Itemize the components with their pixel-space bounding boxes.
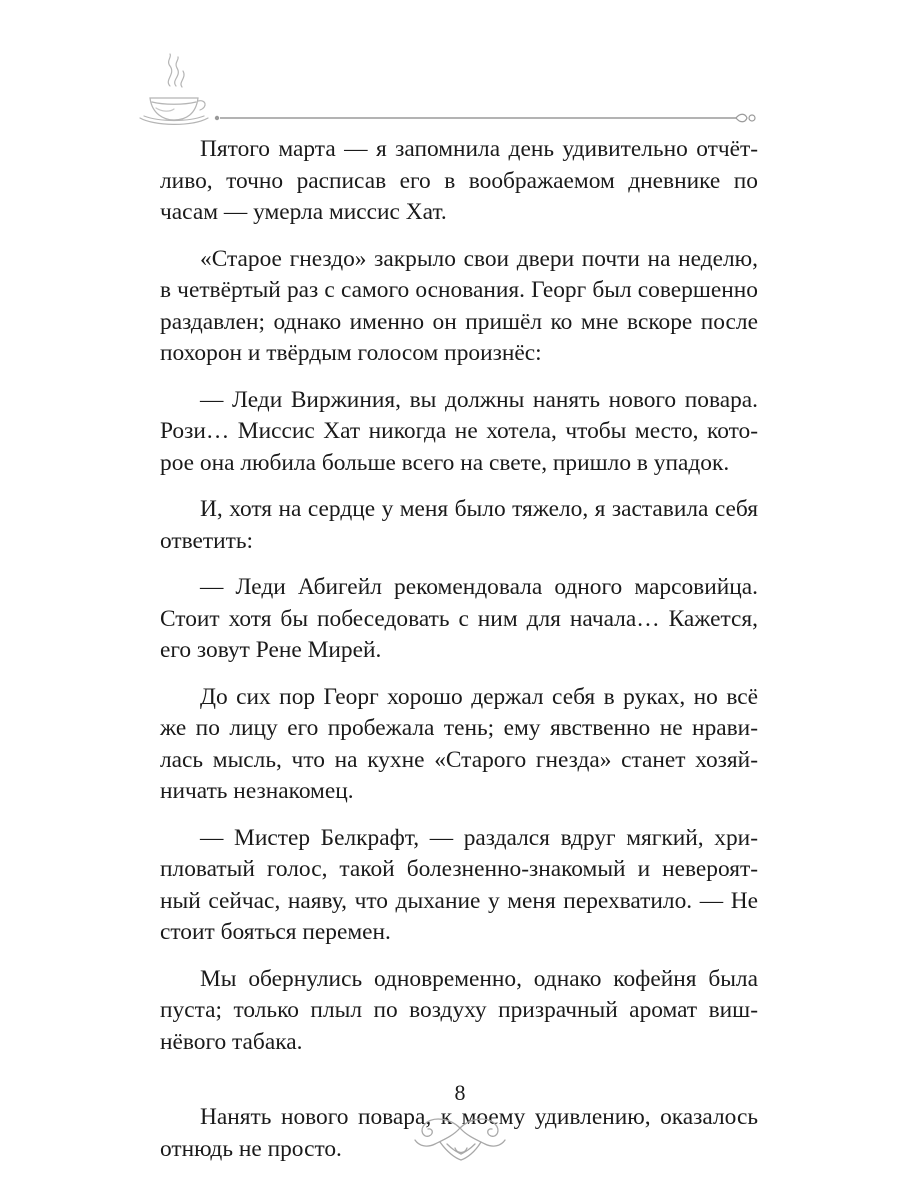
paragraph: — Леди Виржиния, вы должны нанять нового повара. Рози… Миссис Хат никогда не хотела, чтобы место, которое она любила больше всего на свете, пришло в упадок. [160, 386, 758, 476]
page-header [130, 52, 770, 132]
page-footer [400, 1080, 520, 1170]
paragraph: Мы обернулись одновременно, однако кофейня была пуста; только плыл по воздуху призрачный аромат вишнёвого табака. [160, 965, 758, 1055]
body-text [160, 134, 758, 1180]
page-number: 8 [454, 1080, 466, 1105]
paragraph: И, хотя на сердце у меня было тяжело, я заставила себя ответить: [160, 496, 758, 554]
paragraph-final: Нанять нового повара, к моему удивлению, оказалось отнюдь не просто. [160, 1104, 758, 1162]
paragraph: «Старое гнездо» закрыло свои двери почти на неделю, в четвёртый раз с самого основания. Георг был совершенно раздавлен; однако именно он пришёл ко мне вскоре после похорон и твёрдым голосом произнёс: [160, 245, 758, 366]
paragraph: — Мистер Белкрафт, — раздался вдруг мягкий, хрипловатый голос, такой болезненно-знакомый и невероятный сейчас, наяву, что дыхание у меня перехватило. — Не стоит бояться перемен. [160, 824, 758, 945]
teacup-icon [130, 52, 214, 128]
paragraph: До сих пор Георг хорошо держал себя в руках, но всё же по лицу его пробежала тень; ему явственно не нравилась мысль, что на кухне «Старого гнезда» станет хозяйничать незнакомец. [160, 683, 758, 804]
header-rule [214, 110, 759, 126]
flourish-icon [405, 1108, 515, 1164]
paragraph: Пятого марта — я запомнила день удивительно отчётливо, точно расписав его в воображаемом дневнике по часам — умерла миссис Хат. [160, 136, 758, 225]
paragraph: — Леди Абигейл рекомендовала одного марсовийца. Стоит хотя бы побеседовать с ним для начала… Кажется, его зовут Рене Мирей. [160, 574, 758, 663]
